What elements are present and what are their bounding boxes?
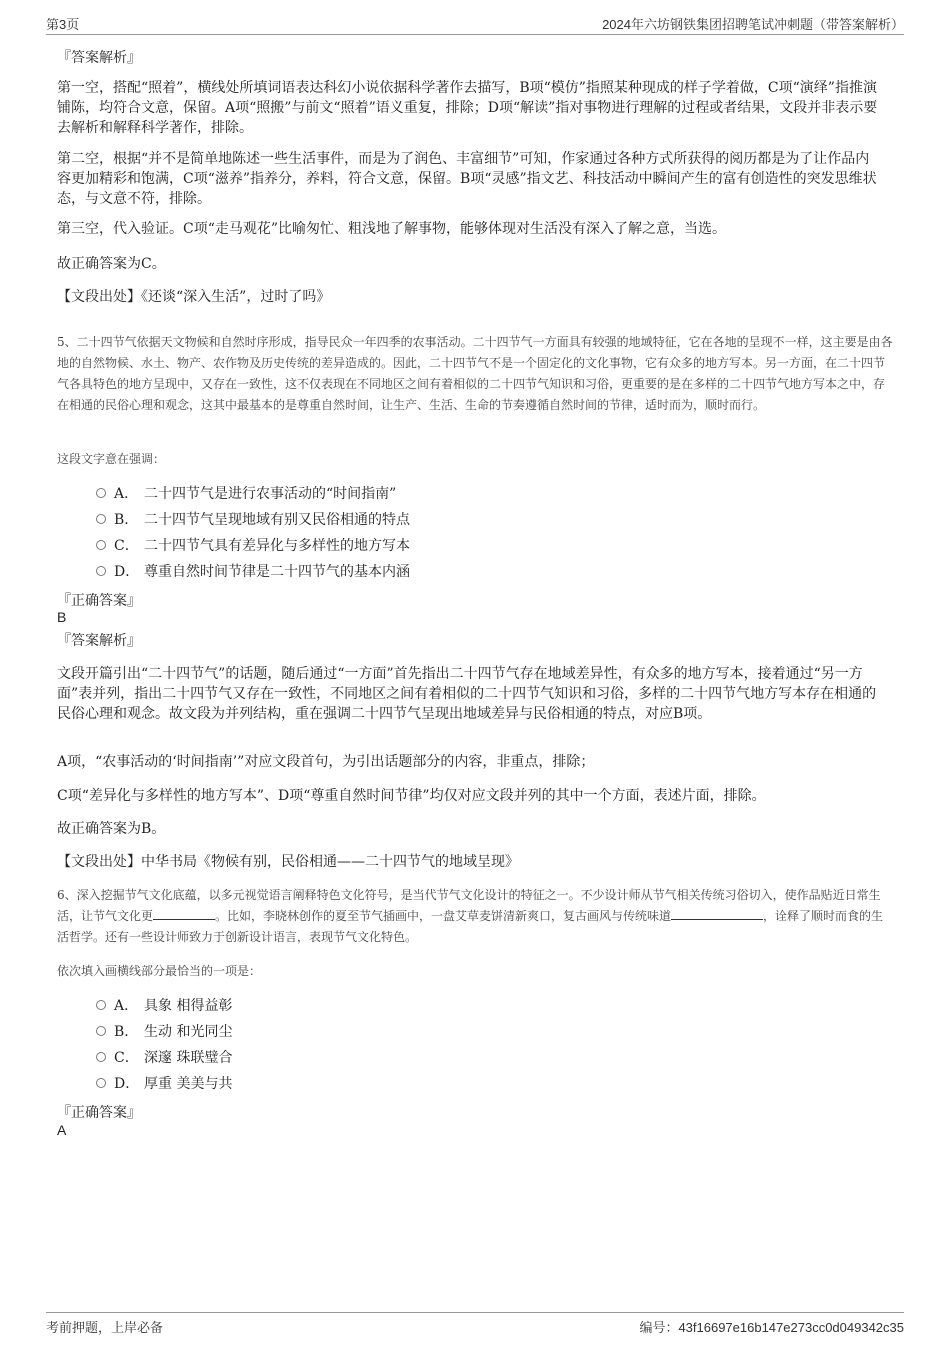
q4-conclusion: 故正确答案为C。 (57, 256, 166, 272)
fill-blank-2-cont (733, 907, 763, 920)
q6-correct-label: 『正确答案』 (57, 1105, 141, 1121)
q6-option-d[interactable]: D． 厚重 美美与共 (96, 1074, 232, 1094)
q5-prompt: 这段文字意在强调： (57, 452, 166, 466)
radio-icon[interactable] (96, 1026, 106, 1036)
radio-icon[interactable] (96, 1000, 106, 1010)
radio-icon[interactable] (96, 1078, 106, 1088)
q6-option-b[interactable]: B． 生动 和光同尘 (96, 1022, 232, 1042)
radio-icon[interactable] (96, 514, 106, 524)
document-id: 编号：43f16697e16b147e273cc0d049342c35 (639, 1320, 904, 1335)
q5-option-c[interactable]: C． 二十四节气具有差异化与多样性的地方写本 (96, 536, 410, 556)
fill-blank-1 (153, 907, 215, 920)
q5-stem: 5、二十四节气依据天文物候和自然时序形成，指导民众一年四季的农事活动。二十四节气一方面具有较强的地域特征，它在各地的呈现不一样，这主要是由各地的自然物候、水土、物产、农作物及历史传统的差异造成的。因此，二十四节气不是一个固定化的文化事物，它有众多的地方写本。另一方面，在二十四节气各具特色的地方呈现中，又存在一致性，这不仅表现在不同地区之间有着相似的二十四节气知识和习俗，更重要的是在多样的二十四节气地方写本之中，存在相通的民俗心理和观念，这其中最基本的是尊重自然时间，让生产、生活、生命的节奏遵循自然时间的节律，适时而为，顺时而行。 (57, 335, 893, 412)
q4-analysis-p3: 第三空，代入验证。C项“走马观花”比喻匆忙、粗浅地了解事物，能够体现对生活没有深入了解之意，当选。 (57, 221, 727, 237)
q4-source: 【文段出处】《还谈“深入生活”，过时了吗》 (57, 289, 331, 305)
page-footer (46, 1312, 904, 1335)
radio-icon[interactable] (96, 1052, 106, 1062)
radio-icon[interactable] (96, 566, 106, 576)
footer-slogan: 考前押题，上岸必备 (46, 1320, 164, 1335)
q6-correct-answer: A (57, 1122, 67, 1138)
q5-option-b[interactable]: B． 二十四节气呈现地域有别又民俗相通的特点 (96, 510, 410, 530)
q6-stem: 6、深入挖掘节气文化底蕴，以多元视觉语言阐释特色文化符号，是当代节气文化设计的特征之一。不少设计师从节气相关传统习俗切入，使作品贴近日常生活，让节气文化更 。比如，李晓林创作的夏至节气插画中，一盘艾草麦饼清新爽口，复古画风与传统味道 ，诠释了顺时而食的生活哲学。还有一些设计师致力于创新设计语言，表现节气文化特色。 (57, 888, 884, 944)
q5-analysis-label: 『答案解析』 (57, 633, 141, 649)
q4-analysis-label: 『答案解析』 (57, 50, 141, 66)
q5-source: 【文段出处】中华书局《物候有别，民俗相通——二十四节气的地域呈现》 (57, 854, 519, 870)
q5-analysis-p2: A项，“农事活动的‘时间指南’”对应文段首句，为引出话题部分的内容，非重点，排除； (57, 754, 595, 770)
q5-analysis-p3: C项“差异化与多样性的地方写本”、D项“尊重自然时间节律”均仅对应文段并列的其中一个方面，表述片面，排除。 (57, 788, 766, 804)
q5-conclusion: 故正确答案为B。 (57, 821, 166, 837)
page-number: 第3页 (46, 17, 80, 32)
document-title: 2024年六坊钢铁集团招聘笔试冲刺题（带答案解析） (602, 17, 904, 32)
q5-option-a[interactable]: A． 二十四节气是进行农事活动的“时间指南” (96, 484, 396, 504)
q6-option-c[interactable]: C． 深邃 珠联璧合 (96, 1048, 232, 1068)
q5-correct-answer: B (57, 609, 67, 625)
radio-icon[interactable] (96, 488, 106, 498)
fill-blank-2 (671, 907, 733, 920)
q5-analysis-p1: 文段开篇引出“二十四节气”的话题，随后通过“一方面”首先指出二十四节气存在地域差异性，有众多的地方写本，接着通过“另一方面”表并列，指出二十四节气又存在一致性，不同地区之间有着相似的二十四节气知识和习俗，多样的二十四节气地方写本存在相通的民俗心理和观念。故文段为并列结构，重在强调二十四节气呈现出地域差异与民俗相通的特点，对应B项。 (57, 666, 877, 722)
page-header (46, 14, 904, 35)
q5-correct-label: 『正确答案』 (57, 593, 141, 609)
radio-icon[interactable] (96, 540, 106, 550)
q4-analysis-p1: 第一空，搭配“照着”，横线处所填词语表达科幻小说依据科学著作去描写，B项“模仿”指照某种现成的样子学着做，C项“演绎”指推演铺陈，均符合文意，保留。A项“照搬”与前文“照着”语义重复，排除；D项“解读”指对事物进行理解的过程或者结果，文段并非表示要去解析和解释科学著作，排除。 (57, 80, 878, 136)
q6-prompt: 依次填入画横线部分最恰当的一项是： (57, 964, 262, 978)
q6-option-a[interactable]: A． 具象 相得益彰 (96, 996, 232, 1016)
q5-option-d[interactable]: D． 尊重自然时间节律是二十四节气的基本内涵 (96, 562, 410, 582)
q4-analysis-p2: 第二空，根据“并不是简单地陈述一些生活事件，而是为了润色、丰富细节”可知，作家通过各种方式所获得的阅历都是为了让作品内容更加精彩和饱满，C项“滋养”指养分，养料，符合文意，保留。B项“灵感”指文艺、科技活动中瞬间产生的富有创造性的突发思维状态，与文意不符，排除。 (57, 151, 877, 207)
